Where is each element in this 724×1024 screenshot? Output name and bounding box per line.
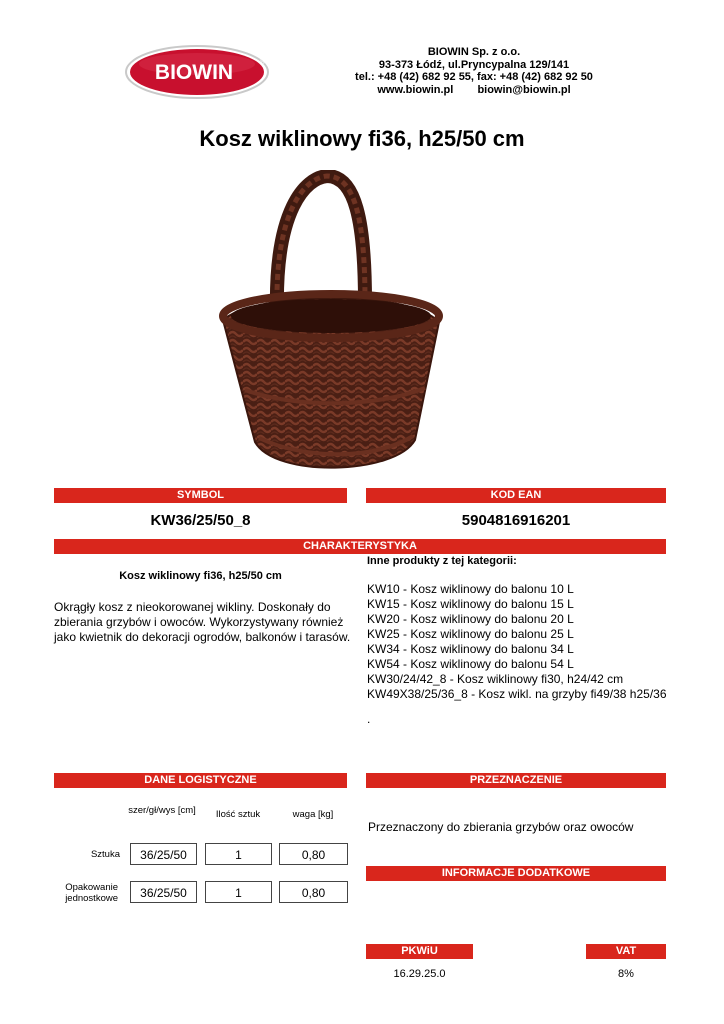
pkwiu-value: 16.29.25.0: [393, 968, 446, 980]
related-product-link[interactable]: KW20 - Kosz wiklinowy do balonu 20 L: [367, 612, 574, 626]
related-product-link[interactable]: KW54 - Kosz wiklinowy do balonu 54 L: [367, 657, 574, 671]
logistics-header: DANE LOGISTYCZNE: [54, 773, 347, 788]
symbol-header: SYMBOL: [54, 488, 347, 503]
ean-header: KOD EAN: [366, 488, 666, 503]
wicker-basket-photo: [215, 170, 445, 480]
related-products-list: [367, 582, 667, 702]
company-address: 93-373 Łódź, ul.Pryncypalna 129/141: [378, 58, 570, 71]
biowin-logo: [124, 44, 270, 100]
related-product-link[interactable]: KW30/24/42_8 - Kosz wiklinowy fi30, h24/42 cm: [367, 672, 624, 686]
company-email-link[interactable]: biowin@biowin.pl: [477, 83, 571, 96]
related-product-link[interactable]: KW10 - Kosz wiklinowy do balonu 10 L: [367, 582, 574, 596]
related-product-link[interactable]: KW25 - Kosz wiklinowy do balonu 25 L: [367, 627, 574, 641]
logistics-row-label: Sztuka: [90, 849, 120, 860]
company-info: [340, 46, 608, 96]
purpose-text: Przeznaczony do zbierania grzybów oraz owoców: [368, 820, 634, 834]
vat-header: VAT: [586, 944, 666, 959]
svg-text:®: ®: [260, 59, 266, 66]
logistics-col-qty: Ilość sztuk: [215, 809, 261, 820]
logistics-col-dims: szer/gł/wys [cm]: [128, 805, 196, 816]
logistics-qty-value: 1: [205, 881, 272, 903]
logistics-dims-value: 36/25/50: [130, 881, 197, 903]
company-web-link[interactable]: www.biowin.pl: [377, 83, 454, 96]
product-title: Kosz wiklinowy fi36, h25/50 cm: [199, 126, 525, 151]
logistics-weight-value: 0,80: [279, 881, 348, 903]
characteristics-header: CHARAKTERYSTYKA: [54, 539, 666, 554]
company-phone-fax: tel.: +48 (42) 682 92 55, fax: +48 (42) 682 92 50: [355, 71, 593, 83]
product-description: Okrągły kosz z nieokorowanej wikliny. Doskonały do zbierania grzybów i owoców. Wykorzystywany również jako kwietnik do dekoracji ogrodów, balkonów i tarasów.: [54, 600, 351, 644]
logistics-row-label: Opakowanie jednostkowe: [65, 882, 118, 904]
related-product-link[interactable]: KW34 - Kosz wiklinowy do balonu 34 L: [367, 642, 574, 656]
trailing-dot: .: [367, 712, 371, 726]
product-ean: 5904816916201: [461, 512, 571, 529]
vat-value: 8%: [618, 968, 634, 980]
logistics-col-weight: waga [kg]: [292, 809, 334, 820]
pkwiu-header: PKWiU: [366, 944, 473, 959]
logistics-dims-value: 36/25/50: [130, 843, 197, 865]
related-product-link[interactable]: KW15 - Kosz wiklinowy do balonu 15 L: [367, 597, 574, 611]
logistics-qty-value: 1: [205, 843, 272, 865]
additional-info-header: INFORMACJE DODATKOWE: [366, 866, 666, 881]
company-name: BIOWIN Sp. z o.o.: [427, 46, 521, 58]
logo-text: BIOWIN: [154, 61, 234, 84]
related-product-link[interactable]: KW49X38/25/36_8 - Kosz wikl. na grzyby fi49/38 h25/36: [367, 687, 667, 701]
related-products-title: Inne produkty z tej kategorii:: [367, 555, 517, 567]
purpose-header: PRZEZNACZENIE: [366, 773, 666, 788]
characteristics-product-name: Kosz wiklinowy fi36, h25/50 cm: [119, 570, 282, 582]
logistics-weight-value: 0,80: [279, 843, 348, 865]
product-symbol: KW36/25/50_8: [150, 512, 251, 529]
